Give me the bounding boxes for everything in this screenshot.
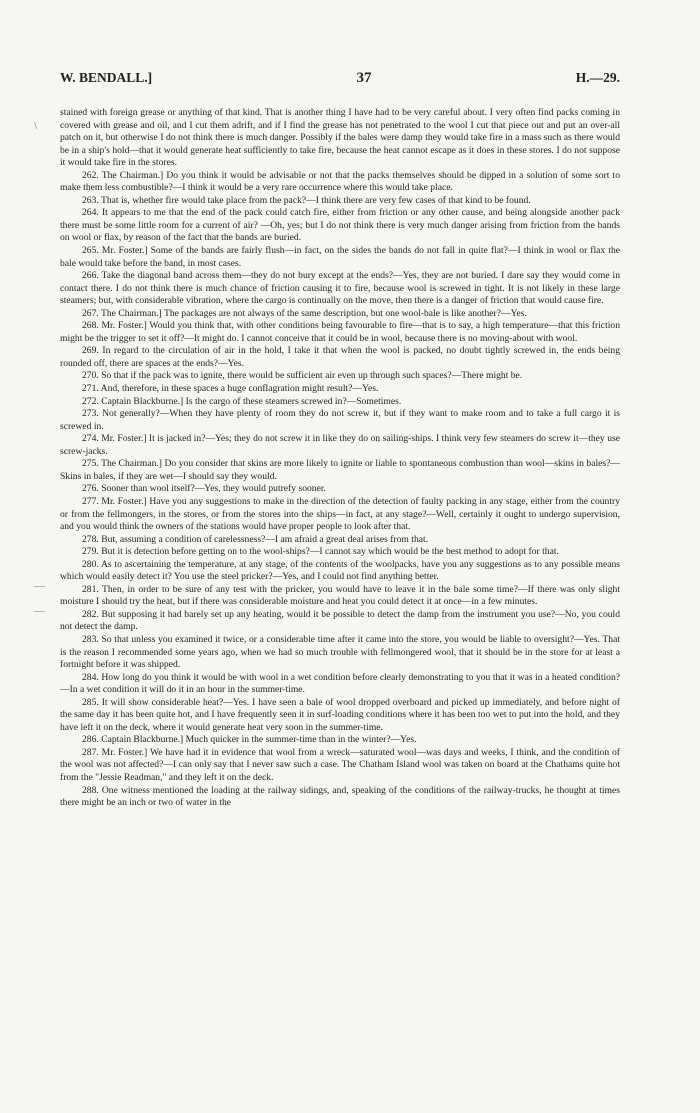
paragraph: 279. But it is detection before getting on to the wool-ships?—I cannot say which would be the best method to adopt for that.: [82, 546, 559, 558]
paragraph: 274. Mr. Foster.] It is jacked in?—Yes; they do not screw it in like they do on sailing-ships. I think very few steamers do screw it—they use screw-jacks.: [60, 433, 620, 457]
paragraph: 272. Captain Blackburne.] Is the cargo of these steamers screwed in?—Sometimes.: [82, 395, 402, 407]
paragraph: 288. One witness mentioned the loading at the railway sidings, and, speaking of the conditions of the railway-trucks, he thought at times there might be an inch or two of water in the: [60, 784, 620, 809]
paragraph: 265. Mr. Foster.] Some of the bands are fairly flush—in fact, on the sides the bands do not fall in quite flat?—I think in wool or flax the bale would take before the band, in most cases.: [60, 245, 620, 269]
paragraph: 273. Not generally?—When they have plenty of room they do not screw it, but if they want to make room and to take a full cargo it is screwed in.: [60, 408, 620, 432]
paragraph: 264. It appears to me that the end of the pack could catch fire, either from friction or any other cause, and being alongside another pack there must be some little room for a current of air? —Oh, yes; but I do not think there is very much danger arising from friction from the bands on wool or flax, by reason of the fact that the bands are buried.: [60, 207, 620, 244]
paragraph: 276. Sooner than wool itself?—Yes, they would putrefy sooner.: [82, 483, 326, 495]
paragraph: 266. Take the diagonal band across them—they do not bury except at the ends?—Yes, they are not buried. I dare say they would come in contact there. I do not think there is much chance of friction causing it to fire, because wool is screwed in tight. It is not likely in these large steamers; but, with considerable vibration, where the cargo is continually on the move, then there is a danger of friction that would cause fire.: [60, 270, 620, 307]
margin-mark: —: [34, 580, 45, 592]
document-page: [60, 70, 620, 810]
margin-mark: \: [34, 120, 38, 132]
paragraph: 275. The Chairman.] Do you consider that skins are more likely to ignite or liable to spontaneous combustion than wool—skins in bales?—Skins in bales, if they are wet—I should say they would.: [60, 458, 620, 482]
paragraph: 284. How long do you think it would be with wool in a wet condition before clearly demonstrating to you that it was in a heated condition?—In a wet condition it will do it in an hour in the summer-time.: [60, 671, 620, 696]
paragraph: 287. Mr. Foster.] We have had it in evidence that wool from a wreck—saturated wool—was days and weeks, I think, and the condition of the wool was not affected?—I can only say that I never saw such a case. The Chatham Island wool was taken on board at the Chathams quite hot from the "Jessie Readman," and they left it on the deck.: [60, 746, 620, 783]
page-number: 37: [356, 70, 372, 86]
paragraph: 280. As to ascertaining the temperature, at any stage, of the contents of the woolpacks, have you any suggestions as to any possible means which would easily detect it? You use the steel pricker?—Yes, and I could not find anything better.: [60, 558, 620, 583]
margin-mark: —: [34, 605, 45, 617]
paragraph: 285. It will show considerable heat?—Yes. I have seen a bale of wool dropped overboard and picked up immediately, and before night of the same day it has been quite hot, and I have frequently seen it in surf-loading conditions where it has been too wet to put into the hold, and they have left it on the deck, where it would generate heat very soon in the summer-time.: [60, 696, 620, 733]
paragraph: stained with foreign grease or anything of that kind. That is another thing I have had to be very careful about. I very often find packs coming in covered with grease and oil, and I cut them adrift, and if I find the grease has not penetrated to the wool I cut that piece out and put an over-all patch on it, but otherwise I do not think there is much danger. Possibly if the bales were damp they would take fire in a mass such as there would be in a ship's hold—that it would generate heat sufficiently to take fire, because the heat cannot escape as it does in these stores. I do not suppose it would take fire in the stores.: [60, 107, 620, 169]
paragraph: 262. The Chairman.] Do you think it would be advisable or not that the packs themselves should be dipped in a solution of some sort to make them less combustible?—I think it would be a very rare occurrence where this would take place.: [60, 169, 620, 194]
paragraph: 271. And, therefore, in these spaces a huge conflagration might result?—Yes.: [82, 383, 379, 395]
running-header: [60, 70, 620, 87]
witness-name: W. BENDALL.]: [60, 70, 153, 85]
paper-reference: H.—29.: [575, 70, 620, 85]
body-text: [60, 107, 620, 810]
paragraph: 282. But supposing it had barely set up any heating, would it be possible to detect the damp from the instrument you use?—No, you could not detect the damp.: [60, 608, 620, 633]
paragraph: 278. But, assuming a condition of carelessness?—I am afraid a great deal arises from that.: [82, 533, 429, 545]
paragraph: 270. So that if the pack was to ignite, there would be sufficient air even up through such spaces?—There might be.: [82, 370, 523, 382]
paragraph: 269. In regard to the circulation of air in the hold, I take it that when the wool is packed, no doubt tightly screwed in, the ends being rounded off, there are spaces at the ends?—Yes.: [60, 345, 620, 369]
paragraph: 277. Mr. Foster.] Have you any suggestions to make in the direction of the detection of faulty packing in any stage, either from the country or from the fellmongers, in the stores, or from the stores into the ships—in fact, at any stage?—Well, certainly it ought to undergo supervision, and you would think the owners of the stations would have proper people to look after that.: [60, 495, 620, 533]
paragraph: 281. Then, in order to be sure of any test with the pricker, you would have to leave it in the bale some time?—If there was only slight moisture I should try the heat, but if there was considerable moisture and heat you could detect it at once—in a few minutes.: [60, 583, 620, 608]
paragraph: 267. The Chairman.] The packages are not always of the same description, but one wool-bale is like another?—Yes.: [82, 307, 527, 319]
paragraph: 283. So that unless you examined it twice, or a considerable time after it came into the store, you would be liable to oversight?—Yes. That is the reason I recommended some years ago, when we had so much trouble with fellmongered wool, that it should be in the store for at least a fortnight before it was shipped.: [60, 633, 620, 671]
paragraph: 286. Captain Blackburne.] Much quicker in the summer-time than in the winter?—Yes.: [82, 734, 417, 746]
paragraph: 268. Mr. Foster.] Would you think that, with other conditions being favourable to fire—that is to say, a high temperature—that this friction might be the trigger to set it off?—It might do. I cannot conceive that it could be in wool, because there is no moving-about with wool.: [60, 320, 620, 344]
paragraph: 263. That is, whether fire would take place from the pack?—I think there are very few cases of that kind to be found.: [82, 194, 531, 206]
